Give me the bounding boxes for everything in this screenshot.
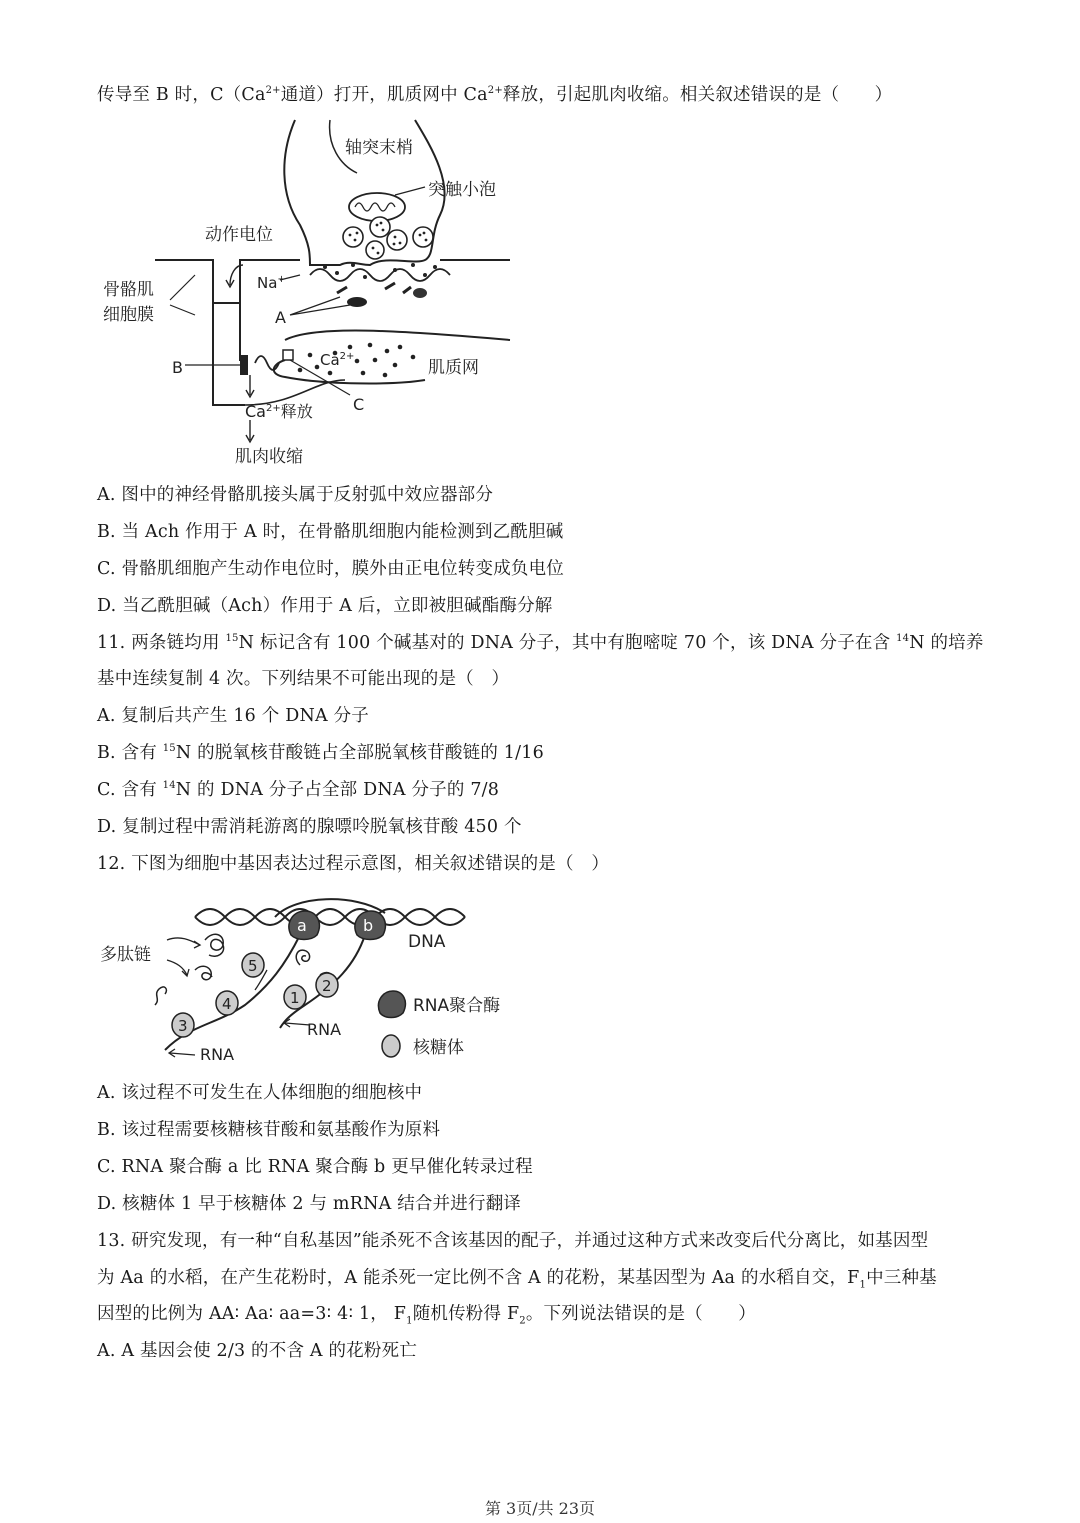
label-action-potential: 动作电位 <box>205 225 273 245</box>
ribosome-5-label: 5 <box>248 957 258 975</box>
label-muscle-contraction: 肌肉收缩 <box>235 447 303 467</box>
legend-ribosome-icon <box>382 1035 400 1057</box>
q13-option-a: A. A 基因会使 2/3 的不含 A 的花粉死亡 <box>97 1341 418 1361</box>
label-rna-right: RNA <box>307 1020 342 1039</box>
q10-option-a: A. 图中的神经骨骼肌接头属于反射弧中效应器部分 <box>97 485 494 505</box>
q11-stem-line2: 基中连续复制 4 次。下列结果不可能出现的是（ ） <box>97 669 510 689</box>
q12-option-d: D. 核糖体 1 早于核糖体 2 与 mRNA 结合并进行翻译 <box>97 1194 522 1214</box>
q13-stem-line2: 为 Aa 的水稻，在产生花粉时，A 能杀死一定比例不含 A 的花粉，某基因型为 Aa 的水稻自交，$F_1$中三种基 <box>97 1268 937 1291</box>
q10-stem: 传导至 B 时，$C(Ca^{2+}$通道）打开，肌质网中 $Ca^{2+}$释放，引起肌肉收缩。相关叙述错误的是（ ） <box>97 85 893 105</box>
label-c: C <box>353 395 365 414</box>
label-ca-inside: $Ca^{2+}$ <box>320 351 355 369</box>
ribosome-2-label: 2 <box>322 977 332 995</box>
q11-option-b: B. 含有 $^{15}$N 的脱氧核苷酸链占全部脱氧核苷酸链的 1/16 <box>97 743 544 763</box>
q12-option-a: A. 该过程不可发生在人体细胞的细胞核中 <box>97 1083 423 1103</box>
q11-option-c: C. 含有 $^{14}$N 的 DNA 分子占全部 DNA 分子的 7/8 <box>97 780 500 800</box>
label-a: A <box>275 308 286 327</box>
label-sarcoplasmic-reticulum: 肌质网 <box>428 358 479 378</box>
label-b: B <box>172 358 183 377</box>
q12-stem: 12. 下图为细胞中基因表达过程示意图，相关叙述错误的是（ ） <box>97 854 610 874</box>
neuromuscular-junction-figure <box>95 115 535 475</box>
label-dna: DNA <box>408 932 446 952</box>
ribosome-4-label: 4 <box>222 995 232 1013</box>
label-polypeptide: 多肽链 <box>100 945 151 965</box>
q11-stem-line1: 11. 两条链均用 $^{15}$N 标记含有 100 个碱基对的 DNA 分子，其中有胞嘧啶 70 个，该 DNA 分子在含 $^{14}$N 的培养 <box>97 633 984 653</box>
legend-polymerase-label: RNA聚合酶 <box>413 996 501 1016</box>
q10-option-c: C. 骨骼肌细胞产生动作电位时，膜外由正电位转变成负电位 <box>97 559 564 579</box>
q11-option-a: A. 复制后共产生 16 个 DNA 分子 <box>97 706 369 726</box>
polymerase-b-label: b <box>363 916 374 935</box>
ribosome-3-label: 3 <box>178 1017 188 1035</box>
q10-option-b: B. 当 Ach 作用于 A 时，在骨骼肌细胞内能检测到乙酰胆碱 <box>97 522 564 542</box>
label-muscle-membrane-2: 细胞膜 <box>103 305 154 325</box>
legend-polymerase-icon <box>378 991 405 1018</box>
ribosome-1-label: 1 <box>290 989 300 1007</box>
label-muscle-membrane-1: 骨骼肌 <box>103 280 154 300</box>
q12-option-c: C. RNA 聚合酶 a 比 RNA 聚合酶 b 更早催化转录过程 <box>97 1157 533 1177</box>
q10-option-d: D. 当乙酰胆碱（Ach）作用于 A 后，立即被胆碱酯酶分解 <box>97 596 553 616</box>
legend-ribosome-label: 核糖体 <box>413 1038 464 1058</box>
label-axon-terminal: 轴突末梢 <box>345 138 413 158</box>
polymerase-a-label: a <box>297 916 307 935</box>
page-number: 第 3页/共 23页 <box>484 1499 596 1518</box>
q11-option-d: D. 复制过程中需消耗游离的腺嘌呤脱氧核苷酸 450 个 <box>97 817 522 837</box>
q13-stem-line1: 13. 研究发现，有一种“自私基因”能杀死不含该基因的配子，并通过这种方式来改变后代分离比，如基因型 <box>97 1231 929 1251</box>
label-synaptic-vesicle: 突触小泡 <box>428 180 496 200</box>
label-ca-release: $Ca^{2+}$释放 <box>245 402 313 421</box>
q13-stem-line3: 因型的比例为 AA∶ Aa∶ aa=3∶ 4∶ 1， $F_1$随机传粉得 $F_2$。下列说法错误的是（ ） <box>97 1304 756 1327</box>
label-na: Na+ <box>257 274 286 292</box>
label-rna-left: RNA <box>200 1045 235 1064</box>
q12-option-b: B. 该过程需要核糖核苷酸和氨基酸作为原料 <box>97 1120 441 1140</box>
gene-expression-figure <box>95 895 535 1075</box>
